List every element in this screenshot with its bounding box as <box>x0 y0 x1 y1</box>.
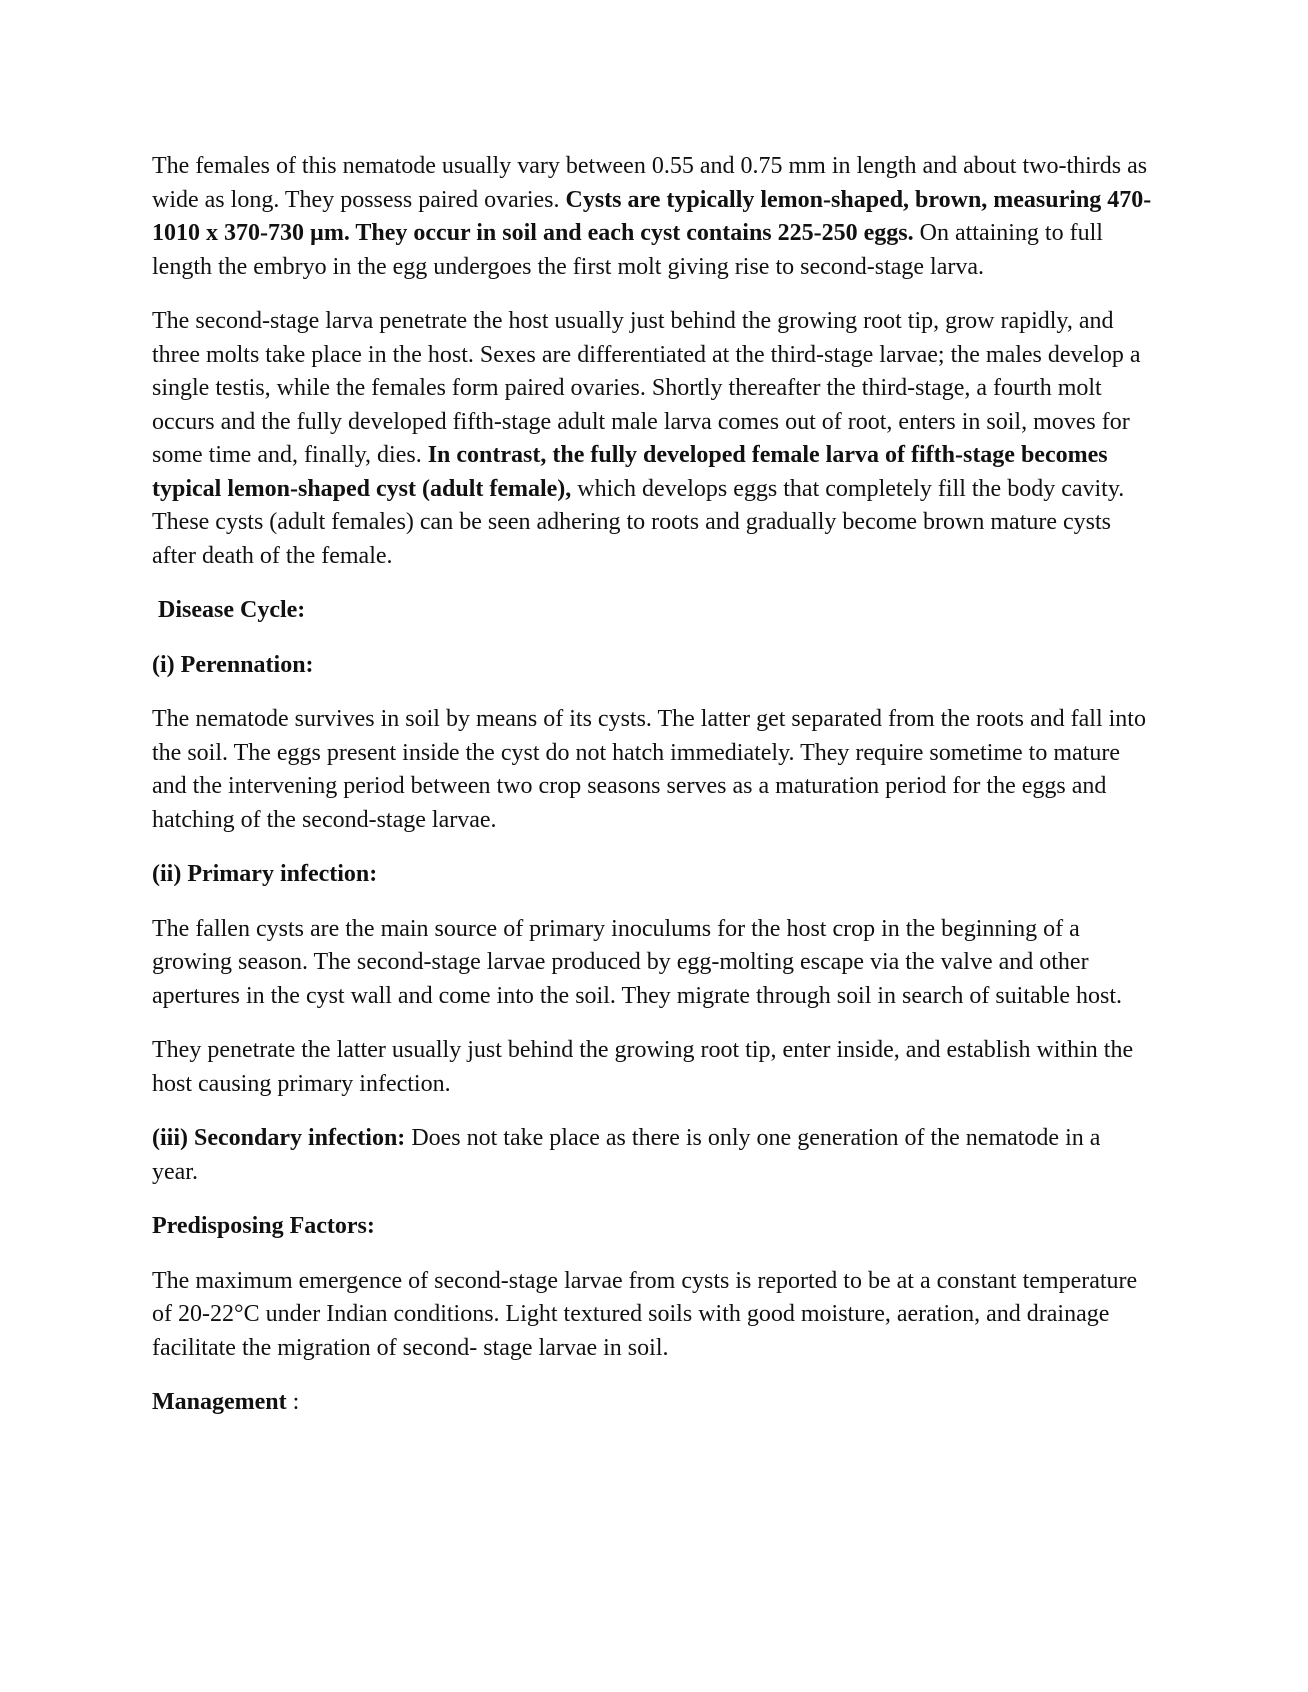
document-page <box>152 150 1152 1441</box>
heading-disease-cycle: Disease Cycle: <box>158 597 306 623</box>
heading-perennation: (i) Perennation: <box>152 651 314 678</box>
management-label: Management <box>152 1389 287 1415</box>
paragraph-primary-infection-2: They penetrate the latter usually just behind the growing root tip, enter inside, and establish within the host causing primary infection. <box>152 1037 1134 1097</box>
paragraph-bold-text: Cysts are typically lemon-shaped, brown, measuring 470-1010 x 370-730 µm. They occur in soil and each cyst contains 225-250 eggs. <box>152 186 1152 246</box>
paragraph-secondary-infection <box>152 1122 1152 1189</box>
secondary-infection-label: (iii) Secondary infection: <box>152 1125 406 1151</box>
paragraph-text: The second-stage larva penetrate the host usually just behind the growing root tip, grow rapidly, and three molts take place in the host. Sexes are differentiated at the third-stage larvae; the males develop a single testis, while the females form paired ovaries. Shortly thereafter the third-stage, a fourth molt occurs and the fully developed fifth-stage adult male larva comes out of root, enters in soil, moves for some time and, finally, dies. <box>152 308 1141 468</box>
paragraph-bold-text: In contrast, the fully developed female larva of fifth-stage becomes typical lemon-shaped cyst (adult female), <box>152 442 1108 502</box>
paragraph-text: On attaining to full length the embryo in the egg undergoes the first molt giving rise to second-stage larva. <box>152 220 1103 280</box>
paragraph-perennation: The nematode survives in soil by means of its cysts. The latter get separated from the roots and fall into the soil. The eggs present inside the cyst do not hatch immediately. They require sometime to mature and the intervening period between two crop seasons serves as a maturation period for the eggs and hatching of the second-stage larvae. <box>152 706 1146 833</box>
paragraph-text: The females of this nematode usually vary between 0.55 and 0.75 mm in length and about two-thirds as wide as long. They possess paired ovaries. <box>152 153 1148 213</box>
paragraph-text: which develops eggs that completely fill the body cavity. These cysts (adult females) can be seen adhering to roots and gradually become brown mature cysts after death of the female. <box>152 475 1125 569</box>
heading-primary-infection: (ii) Primary infection: <box>152 861 378 887</box>
paragraph-predisposing-factors: The maximum emergence of second-stage larvae from cysts is reported to be at a constant temperature of 20-22°C under Indian conditions. Light textured soils with good moisture, aeration, and drainage facilitate the migration of second- stage larvae in soil. <box>152 1267 1138 1361</box>
heading-management <box>152 1386 1152 1420</box>
heading-predisposing-factors: Predisposing Factors: <box>152 1213 375 1239</box>
paragraph-primary-infection-1: The fallen cysts are the main source of primary inoculums for the host crop in the beginning of a growing season. The second-stage larvae produced by egg-molting escape via the valve and other apertures in the cyst wall and come into the soil. They migrate through soil in search of suitable host. <box>152 915 1122 1009</box>
paragraph-female-description <box>152 150 1152 284</box>
paragraph-text: Does not take place as there is only one generation of the nematode in a year. <box>152 1125 1101 1185</box>
management-suffix: : <box>286 1389 300 1415</box>
paragraph-larva-development <box>152 305 1152 573</box>
